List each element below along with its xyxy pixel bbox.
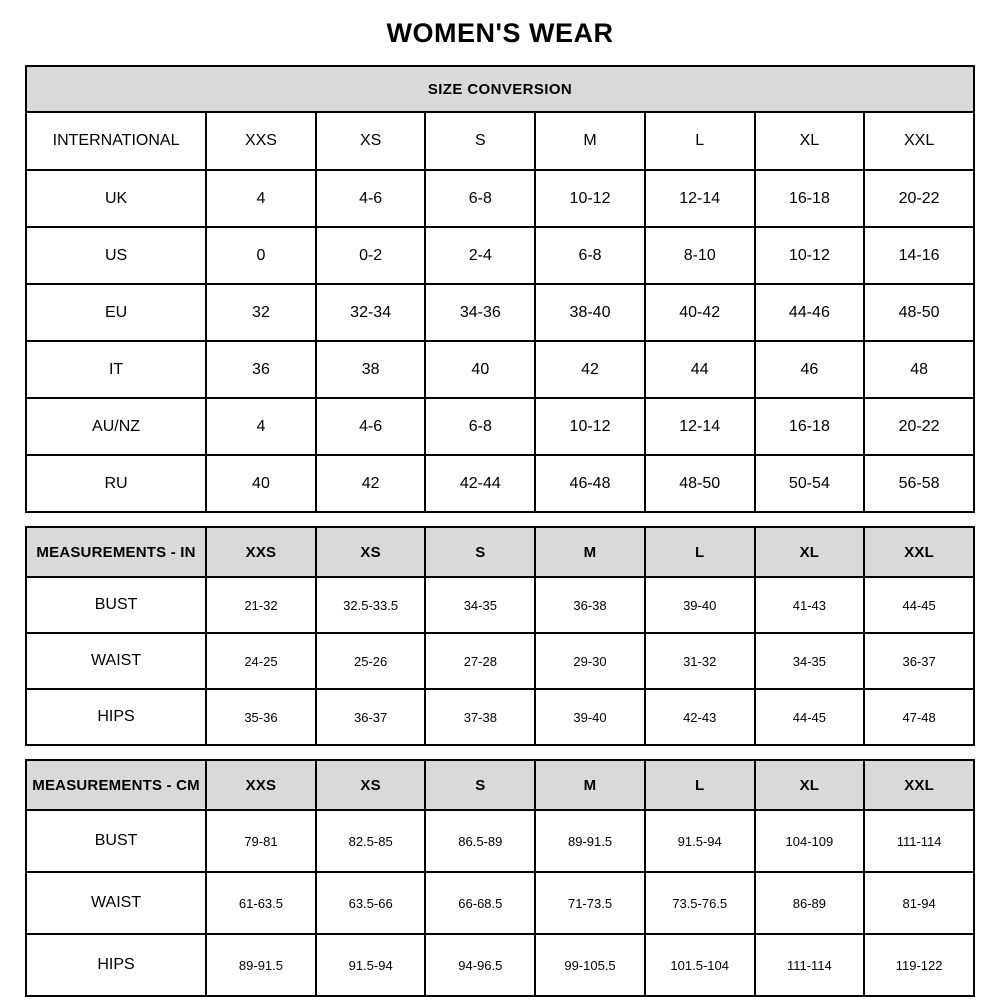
size-column-header: XL [755, 112, 865, 170]
size-column-header: XXL [864, 760, 974, 810]
size-column-header: S [425, 527, 535, 577]
table-cell: 27-28 [425, 633, 535, 689]
row-label: UK [26, 170, 206, 227]
table-cell: 71-73.5 [535, 872, 645, 934]
row-label: IT [26, 341, 206, 398]
size-column-header: XS [316, 112, 426, 170]
size-column-header: XXL [864, 527, 974, 577]
table-row [26, 872, 974, 934]
table-cell: 34-35 [755, 633, 865, 689]
table-cell: 99-105.5 [535, 934, 645, 996]
column-header-head [26, 527, 974, 577]
table-body [26, 577, 974, 745]
table-cell: 48-50 [645, 455, 755, 512]
table-cell: 86.5-89 [425, 810, 535, 872]
row-label: AU/NZ [26, 398, 206, 455]
table-body [26, 170, 974, 512]
table-body [26, 810, 974, 996]
table-cell: 4-6 [316, 170, 426, 227]
table-cell: 21-32 [206, 577, 316, 633]
table-row [26, 398, 974, 455]
table-cell: 44-45 [755, 689, 865, 745]
table-cell: 4-6 [316, 398, 426, 455]
size-column-header: XXL [864, 112, 974, 170]
table-cell: 38-40 [535, 284, 645, 341]
row-label-column-header: MEASUREMENTS - IN [26, 527, 206, 577]
measurements-cm-table [25, 759, 975, 997]
size-column-header: S [425, 760, 535, 810]
size-column-header: M [535, 112, 645, 170]
table-cell: 10-12 [755, 227, 865, 284]
size-column-header: XXS [206, 112, 316, 170]
table-cell: 63.5-66 [316, 872, 426, 934]
size-column-header: XL [755, 760, 865, 810]
table-cell: 47-48 [864, 689, 974, 745]
table-cell: 6-8 [425, 170, 535, 227]
size-conversion-table [25, 65, 975, 513]
table-cell: 40-42 [645, 284, 755, 341]
table-cell: 4 [206, 170, 316, 227]
table-cell: 86-89 [755, 872, 865, 934]
column-header-head [26, 760, 974, 810]
table-cell: 101.5-104 [645, 934, 755, 996]
table-cell: 12-14 [645, 170, 755, 227]
table-cell: 94-96.5 [425, 934, 535, 996]
size-column-header: L [645, 112, 755, 170]
table-cell: 37-38 [425, 689, 535, 745]
table-cell: 61-63.5 [206, 872, 316, 934]
column-header-row [26, 112, 974, 170]
size-column-header: XXS [206, 760, 316, 810]
row-label: HIPS [26, 689, 206, 745]
row-label: US [26, 227, 206, 284]
table-cell: 0 [206, 227, 316, 284]
table-cell: 50-54 [755, 455, 865, 512]
table-cell: 16-18 [755, 170, 865, 227]
column-header-row [26, 760, 974, 810]
table-cell: 42-44 [425, 455, 535, 512]
table-cell: 40 [425, 341, 535, 398]
size-column-header: XS [316, 760, 426, 810]
table-cell: 42 [316, 455, 426, 512]
table-cell: 35-36 [206, 689, 316, 745]
row-label: BUST [26, 577, 206, 633]
table-cell: 46 [755, 341, 865, 398]
table-cell: 40 [206, 455, 316, 512]
banner-row [26, 66, 974, 112]
table-cell: 10-12 [535, 170, 645, 227]
table-cell: 2-4 [425, 227, 535, 284]
row-label-column-header: MEASUREMENTS - CM [26, 760, 206, 810]
table-cell: 42 [535, 341, 645, 398]
table-cell: 31-32 [645, 633, 755, 689]
size-column-header: L [645, 760, 755, 810]
measurements-in-table [25, 526, 975, 746]
row-label: WAIST [26, 872, 206, 934]
table-cell: 119-122 [864, 934, 974, 996]
size-conversion-banner-head [26, 66, 974, 112]
page-title: WOMEN'S WEAR [386, 18, 614, 48]
table-cell: 38 [316, 341, 426, 398]
column-header-head [26, 112, 974, 170]
table-cell: 56-58 [864, 455, 974, 512]
table-cell: 66-68.5 [425, 872, 535, 934]
table-cell: 44-45 [864, 577, 974, 633]
table-row [26, 689, 974, 745]
size-column-header: M [535, 760, 645, 810]
size-column-header: XL [755, 527, 865, 577]
row-label: WAIST [26, 633, 206, 689]
table-cell: 6-8 [425, 398, 535, 455]
table-row [26, 633, 974, 689]
table-row [26, 341, 974, 398]
size-column-header: S [425, 112, 535, 170]
table-cell: 46-48 [535, 455, 645, 512]
table-row [26, 577, 974, 633]
row-label: EU [26, 284, 206, 341]
table-row [26, 170, 974, 227]
table-row [26, 934, 974, 996]
table-row [26, 284, 974, 341]
table-cell: 8-10 [645, 227, 755, 284]
size-column-header: XXS [206, 527, 316, 577]
table-row [26, 227, 974, 284]
table-cell: 89-91.5 [206, 934, 316, 996]
table-cell: 48 [864, 341, 974, 398]
row-label: HIPS [26, 934, 206, 996]
table-cell: 111-114 [864, 810, 974, 872]
table-cell: 39-40 [535, 689, 645, 745]
row-label-column-header: INTERNATIONAL [26, 112, 206, 170]
table-cell: 32.5-33.5 [316, 577, 426, 633]
table-cell: 79-81 [206, 810, 316, 872]
table-cell: 42-43 [645, 689, 755, 745]
table-cell: 32 [206, 284, 316, 341]
table-cell: 0-2 [316, 227, 426, 284]
table-cell: 10-12 [535, 398, 645, 455]
table-cell: 73.5-76.5 [645, 872, 755, 934]
table-cell: 25-26 [316, 633, 426, 689]
table-row [26, 455, 974, 512]
size-conversion-banner: SIZE CONVERSION [26, 66, 974, 112]
table-cell: 6-8 [535, 227, 645, 284]
table-cell: 39-40 [645, 577, 755, 633]
size-column-header: XS [316, 527, 426, 577]
table-cell: 36 [206, 341, 316, 398]
size-column-header: L [645, 527, 755, 577]
table-cell: 81-94 [864, 872, 974, 934]
table-cell: 111-114 [755, 934, 865, 996]
table-cell: 16-18 [755, 398, 865, 455]
row-label: BUST [26, 810, 206, 872]
table-cell: 20-22 [864, 170, 974, 227]
table-cell: 36-38 [535, 577, 645, 633]
table-cell: 89-91.5 [535, 810, 645, 872]
table-cell: 44-46 [755, 284, 865, 341]
table-cell: 29-30 [535, 633, 645, 689]
table-cell: 48-50 [864, 284, 974, 341]
table-cell: 36-37 [864, 633, 974, 689]
table-cell: 34-35 [425, 577, 535, 633]
table-cell: 36-37 [316, 689, 426, 745]
table-cell: 14-16 [864, 227, 974, 284]
table-cell: 12-14 [645, 398, 755, 455]
table-cell: 91.5-94 [645, 810, 755, 872]
table-cell: 82.5-85 [316, 810, 426, 872]
table-cell: 20-22 [864, 398, 974, 455]
row-label: RU [26, 455, 206, 512]
table-cell: 24-25 [206, 633, 316, 689]
table-cell: 34-36 [425, 284, 535, 341]
table-cell: 104-109 [755, 810, 865, 872]
table-cell: 91.5-94 [316, 934, 426, 996]
table-cell: 4 [206, 398, 316, 455]
table-cell: 44 [645, 341, 755, 398]
table-cell: 41-43 [755, 577, 865, 633]
table-row [26, 810, 974, 872]
column-header-row [26, 527, 974, 577]
table-cell: 32-34 [316, 284, 426, 341]
size-column-header: M [535, 527, 645, 577]
